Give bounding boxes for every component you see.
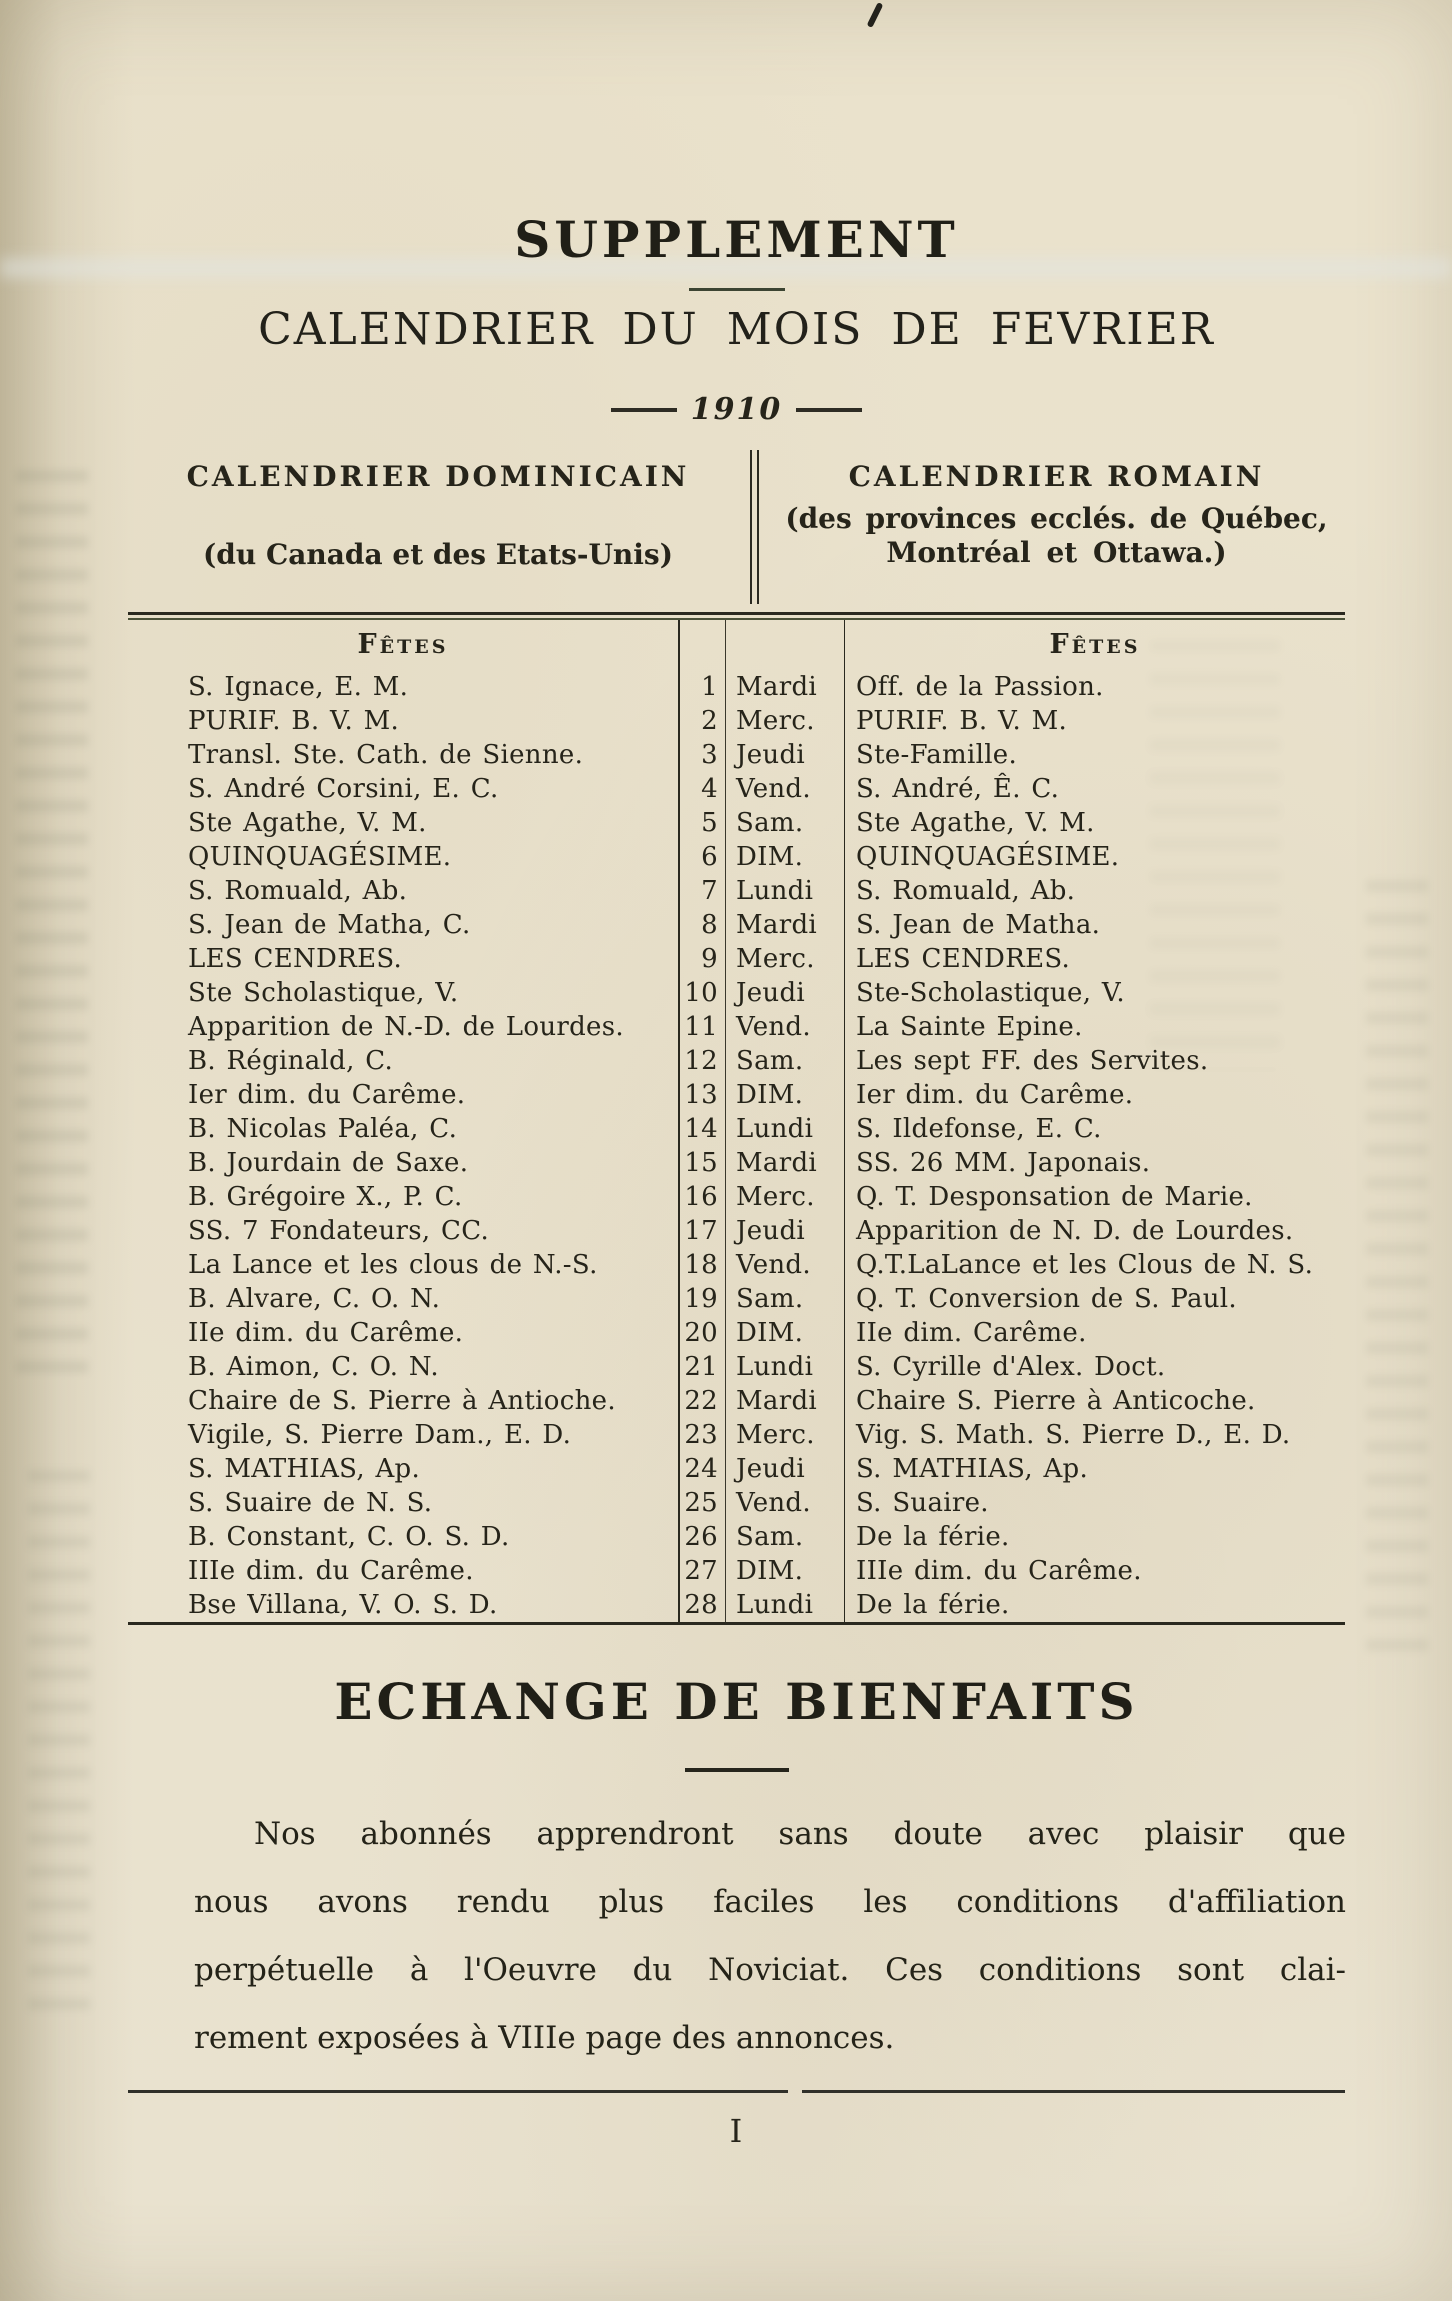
dominicain-feast: B. Nicolas Paléa, C.	[128, 1112, 680, 1146]
day-number: 25	[680, 1486, 726, 1520]
calendar-row	[128, 942, 1345, 976]
romain-feast: QUINQUAGÉSIME.	[856, 842, 1120, 872]
footer-rule-left	[128, 2090, 788, 2093]
calendar-row	[128, 840, 1345, 874]
section-title: ECHANGE DE BIENFAITS	[334, 1672, 1139, 1731]
page-content	[128, 0, 1345, 2301]
dominicain-feast: Ste Scholastique, V.	[128, 976, 680, 1010]
calendar-row	[128, 976, 1345, 1010]
romain-subtitle-line1: (des provinces ecclés. de Québec,	[785, 502, 1328, 535]
dominicain-feast: Transl. Ste. Cath. de Sienne.	[128, 738, 680, 772]
day-name: Lundi	[726, 1350, 845, 1384]
romain-feast: S. Suaire.	[856, 1488, 989, 1518]
day-number: 10	[680, 976, 726, 1010]
calendar-row	[128, 1588, 1345, 1622]
title-divider-rule	[689, 288, 785, 291]
calendar-table-body	[128, 670, 1345, 1622]
romain-feast: LES CENDRES.	[856, 944, 1071, 974]
dominicain-feast: LES CENDRES.	[128, 942, 680, 976]
calendar-row	[128, 1418, 1345, 1452]
day-number: 28	[680, 1588, 726, 1622]
calendar-row	[128, 1078, 1345, 1112]
dominicain-feast: B. Constant, C. O. S. D.	[128, 1520, 680, 1554]
dominicain-feast: La Lance et les clous de N.-S.	[128, 1248, 680, 1282]
page-number: I	[729, 2112, 744, 2150]
day-name: Merc.	[726, 1180, 845, 1214]
bleed-through-artifact	[28, 1470, 90, 2030]
day-number: 9	[680, 942, 726, 976]
romain-title: CALENDRIER ROMAIN	[848, 460, 1265, 493]
romain-feast: Ste Agathe, V. M.	[856, 808, 1095, 838]
day-name: DIM.	[726, 1554, 845, 1588]
day-name: Vend.	[726, 1486, 845, 1520]
calendar-row	[128, 1180, 1345, 1214]
dominicain-feast: Vigile, S. Pierre Dam., E. D.	[128, 1418, 680, 1452]
column-divider-rule	[750, 450, 759, 604]
page-title: SUPPLEMENT	[514, 210, 959, 269]
romain-feast: De la férie.	[856, 1522, 1010, 1552]
dominicain-feast: SS. 7 Fondateurs, CC.	[128, 1214, 680, 1248]
section-paragraph	[194, 1800, 1346, 2072]
dominicain-feast: PURIF. B. V. M.	[128, 704, 680, 738]
dominicain-feast: B. Réginald, C.	[128, 1044, 680, 1078]
day-name: Jeudi	[726, 1452, 845, 1486]
footer-rule-right	[802, 2090, 1345, 2093]
dominicain-feast: Bse Villana, V. O. S. D.	[128, 1588, 680, 1622]
romain-feast: La Sainte Epine.	[856, 1012, 1083, 1042]
day-name: Mardi	[726, 908, 845, 942]
romain-subtitle-line2: Montréal et Ottawa.)	[886, 536, 1227, 569]
year-dash-right	[796, 408, 862, 412]
paragraph-line: rement exposées à VIIIe page des annonces.	[194, 2020, 895, 2056]
day-name: Mardi	[726, 670, 845, 704]
day-name: Merc.	[726, 942, 845, 976]
calendar-row	[128, 1146, 1345, 1180]
day-number: 20	[680, 1316, 726, 1350]
day-name: Lundi	[726, 1588, 845, 1622]
day-name: Sam.	[726, 1044, 845, 1078]
dominicain-feast: S. Romuald, Ab.	[128, 874, 680, 908]
bleed-through-artifact	[16, 470, 88, 1390]
calendar-row	[128, 670, 1345, 704]
day-name: Vend.	[726, 772, 845, 806]
calendar-row	[128, 1010, 1345, 1044]
calendar-title: CALENDRIER DU MOIS DE FEVRIER	[258, 304, 1215, 355]
day-number: 24	[680, 1452, 726, 1486]
romain-feast: Q. T. Conversion de S. Paul.	[856, 1284, 1237, 1314]
day-name: Jeudi	[726, 738, 845, 772]
day-number: 4	[680, 772, 726, 806]
dominicain-feast: B. Jourdain de Saxe.	[128, 1146, 680, 1180]
romain-feast: Q. T. Desponsation de Marie.	[856, 1182, 1253, 1212]
calendar-row	[128, 1214, 1345, 1248]
day-name: DIM.	[726, 1078, 845, 1112]
calendar-row	[128, 874, 1345, 908]
romain-feast: PURIF. B. V. M.	[856, 706, 1068, 736]
day-name: Mardi	[726, 1146, 845, 1180]
section-divider-rule	[685, 1768, 789, 1772]
romain-feast: S. Ildefonse, E. C.	[856, 1114, 1102, 1144]
day-number: 3	[680, 738, 726, 772]
romain-feast: Off. de la Passion.	[856, 672, 1104, 702]
dominicain-feast: B. Grégoire X., P. C.	[128, 1180, 680, 1214]
dominicain-feast: Chaire de S. Pierre à Antioche.	[128, 1384, 680, 1418]
day-number: 19	[680, 1282, 726, 1316]
year-row	[128, 392, 1345, 427]
day-number: 1	[680, 670, 726, 704]
romain-feast: Ste-Famille.	[856, 740, 1018, 770]
day-number: 11	[680, 1010, 726, 1044]
calendar-row	[128, 1520, 1345, 1554]
day-number-header	[680, 620, 726, 670]
romain-feast: Vig. S. Math. S. Pierre D., E. D.	[856, 1420, 1291, 1450]
dominicain-feast: Ier dim. du Carême.	[128, 1078, 680, 1112]
year-dash-left	[611, 408, 677, 412]
dominicain-subtitle: (du Canada et des Etats-Unis)	[203, 538, 673, 571]
calendar-column-headers	[128, 452, 1345, 610]
dominicain-feast: B. Alvare, C. O. N.	[128, 1282, 680, 1316]
year: 1910	[690, 392, 783, 427]
romain-feast: S. Jean de Matha.	[856, 910, 1101, 940]
calendar-row	[128, 1112, 1345, 1146]
dominicain-feast: Apparition de N.-D. de Lourdes.	[128, 1010, 680, 1044]
calendar-row	[128, 1044, 1345, 1078]
day-number: 5	[680, 806, 726, 840]
day-number: 26	[680, 1520, 726, 1554]
romain-feast: IIe dim. Carême.	[856, 1318, 1087, 1348]
romain-feast: S. Cyrille d'Alex. Doct.	[856, 1352, 1166, 1382]
dominicain-title: CALENDRIER DOMINICAIN	[186, 460, 690, 493]
day-name: Lundi	[726, 874, 845, 908]
day-number: 17	[680, 1214, 726, 1248]
romain-feast: Q.T.LaLance et les Clous de N. S.	[856, 1250, 1314, 1280]
romain-feast: S. MATHIAS, Ap.	[856, 1454, 1089, 1484]
day-number: 8	[680, 908, 726, 942]
dominicain-feast: S. Ignace, E. M.	[128, 670, 680, 704]
calendar-row	[128, 1486, 1345, 1520]
dominicain-feast: S. André Corsini, E. C.	[128, 772, 680, 806]
day-name: Merc.	[726, 1418, 845, 1452]
calendar-row	[128, 704, 1345, 738]
day-number: 18	[680, 1248, 726, 1282]
day-number: 15	[680, 1146, 726, 1180]
paragraph-line: perpétuelle à l'Oeuvre du Noviciat. Ces conditions sont clai-	[194, 1952, 1346, 1988]
calendar-row	[128, 1316, 1345, 1350]
calendar-row	[128, 1282, 1345, 1316]
dominicain-feast: QUINQUAGÉSIME.	[128, 840, 680, 874]
day-number: 12	[680, 1044, 726, 1078]
romain-feast: Ier dim. du Carême.	[856, 1080, 1134, 1110]
day-name: Vend.	[726, 1248, 845, 1282]
day-number: 22	[680, 1384, 726, 1418]
day-number: 21	[680, 1350, 726, 1384]
calendar-table	[128, 612, 1345, 1625]
day-name: DIM.	[726, 1316, 845, 1350]
dominicain-feast: S. Jean de Matha, C.	[128, 908, 680, 942]
day-name: Mardi	[726, 1384, 845, 1418]
calendar-row	[128, 806, 1345, 840]
dominicain-feast: S. MATHIAS, Ap.	[128, 1452, 680, 1486]
romain-feast: S. André, Ê. C.	[856, 774, 1060, 804]
calendar-row	[128, 908, 1345, 942]
calendar-row	[128, 1554, 1345, 1588]
day-name: Sam.	[726, 806, 845, 840]
day-name: Merc.	[726, 704, 845, 738]
romain-feast: Ste-Scholastique, V.	[856, 978, 1125, 1008]
calendar-row	[128, 1350, 1345, 1384]
romain-feast: Les sept FF. des Servites.	[856, 1046, 1209, 1076]
day-number: 6	[680, 840, 726, 874]
calendar-row	[128, 738, 1345, 772]
day-name: Jeudi	[726, 976, 845, 1010]
day-name: DIM.	[726, 840, 845, 874]
left-fetes-header: Fêtes	[128, 620, 680, 670]
day-name-header	[726, 620, 845, 670]
romain-feast: Chaire S. Pierre à Anticoche.	[856, 1386, 1256, 1416]
day-name: Sam.	[726, 1282, 845, 1316]
paragraph-line: nous avons rendu plus faciles les conditions d'affiliation	[194, 1884, 1346, 1920]
day-name: Sam.	[726, 1520, 845, 1554]
day-name: Lundi	[726, 1112, 845, 1146]
romain-feast: IIIe dim. du Carême.	[856, 1556, 1142, 1586]
dominicain-feast: IIIe dim. du Carême.	[128, 1554, 680, 1588]
day-number: 7	[680, 874, 726, 908]
calendar-row	[128, 772, 1345, 806]
dominicain-feast: Ste Agathe, V. M.	[128, 806, 680, 840]
bleed-through-artifact	[1366, 880, 1428, 1660]
day-name: Vend.	[726, 1010, 845, 1044]
day-number: 16	[680, 1180, 726, 1214]
romain-feast: De la férie.	[856, 1590, 1010, 1620]
romain-feast: Apparition de N. D. de Lourdes.	[856, 1216, 1294, 1246]
romain-feast: S. Romuald, Ab.	[856, 876, 1076, 906]
day-number: 27	[680, 1554, 726, 1588]
day-number: 14	[680, 1112, 726, 1146]
calendar-row	[128, 1452, 1345, 1486]
day-name: Jeudi	[726, 1214, 845, 1248]
day-number: 13	[680, 1078, 726, 1112]
calendar-row	[128, 1248, 1345, 1282]
day-number: 2	[680, 704, 726, 738]
dominicain-feast: B. Aimon, C. O. N.	[128, 1350, 680, 1384]
dominicain-feast: S. Suaire de N. S.	[128, 1486, 680, 1520]
paragraph-line: Nos abonnés apprendront sans doute avec plaisir que	[254, 1816, 1346, 1852]
calendar-row	[128, 1384, 1345, 1418]
day-number: 23	[680, 1418, 726, 1452]
right-fetes-header: Fêtes	[1049, 629, 1141, 660]
romain-feast: SS. 26 MM. Japonais.	[856, 1148, 1151, 1178]
dominicain-feast: IIe dim. du Carême.	[128, 1316, 680, 1350]
calendar-table-header-row	[128, 620, 1345, 670]
